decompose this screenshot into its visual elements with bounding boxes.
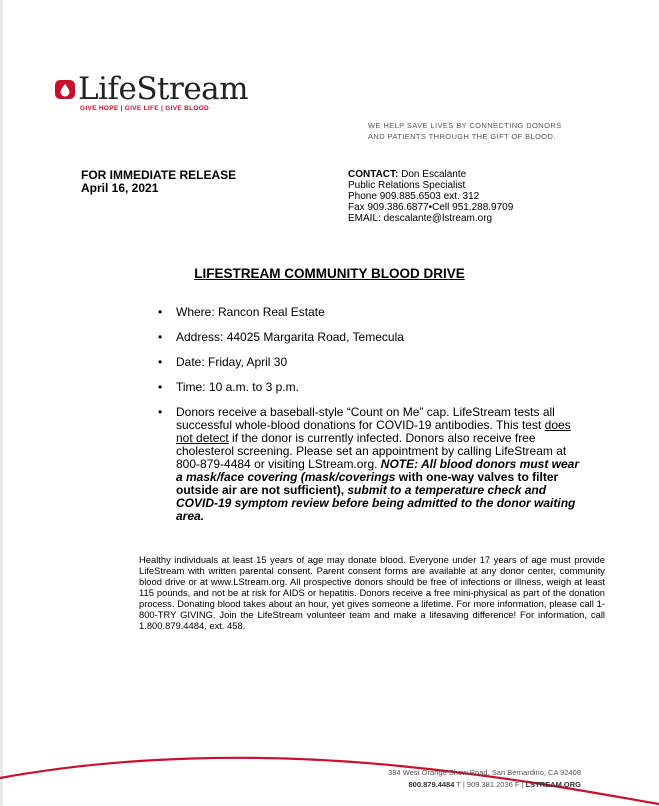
contact-phone: Phone 909.885.6503 ext. 312 <box>348 191 480 202</box>
mission-line-1: WE HELP SAVE LIVES BY CONNECTING DONORS <box>368 121 562 130</box>
event-details-list <box>158 306 588 535</box>
mission-statement <box>368 120 562 142</box>
blood-drop-icon <box>54 78 76 100</box>
contact-name: Don Escalante <box>398 169 467 180</box>
footer-address: 384 West Orange Show Road, San Bernardino, CA 92408 <box>388 768 581 777</box>
release-block <box>81 169 236 195</box>
note-text-c: submit to a temperature check and COVID-19 symptom review before being admitted to the donor waiting area. <box>176 483 576 523</box>
footer-contact-line <box>388 779 581 791</box>
donor-eligibility-paragraph: Healthy individuals at least 15 years of age may donate blood. Everyone under 17 years of age must provide LifeStream with written parental consent. Parent consent forms are available at any donor center, community blood drive or at www.LStream.org. All prospective donors should be free of infections or illness, weigh at least 115 pounds, and not be at risk for AIDS or hepatitis. Donors receive a free mini-physical as part of the donation process. Donating blood takes about an hour, yet gives someone a lifetime. For more information, please call 1-800-TRY GIVING. Join the LifeStream volunteer team and make a lifesaving difference! For information, call 1.800.879.4484, ext. 458. <box>139 554 605 631</box>
page-edge <box>0 0 3 806</box>
logo-tagline: GIVE HOPE | GIVE LIFE | GIVE BLOOD <box>80 105 210 112</box>
bullet-where: • Where: Rancon Real Estate <box>158 306 588 319</box>
logo-wordmark: LifeStream <box>78 71 249 107</box>
contact-name-line <box>348 169 513 180</box>
contact-fax: Fax 909.386.6877•Cell 951.288.9709 <box>348 202 514 213</box>
bullet-date: • Date: Friday, April 30 <box>158 356 588 369</box>
footer-f: F | <box>512 780 526 789</box>
bullet-time: • Time: 10 a.m. to 3 p.m. <box>158 381 588 394</box>
release-label: FOR IMMEDIATE RELEASE <box>81 168 237 182</box>
footer-fax: 909.381.2036 <box>466 780 513 789</box>
note-text-a: NOTE: All blood donors must wear a mask/face covering (mask/coverings <box>176 457 580 484</box>
contact-title: Public Relations Specialist <box>348 180 466 191</box>
release-date: April 16, 2021 <box>81 181 159 195</box>
note-text-b: with one-way valves to filter outside air are not sufficient), <box>176 470 559 497</box>
contact-block <box>348 169 513 224</box>
headline: LIFESTREAM COMMUNITY BLOOD DRIVE <box>194 266 465 281</box>
donors-text-a: Donors receive a baseball-style “Count on Me” cap. LifeStream tests all successful whole-blood donations for COVID-19 antibodies. This test <box>176 405 555 432</box>
footer-phone: 800.879.4484 <box>408 780 455 789</box>
bullet-donors <box>158 406 588 523</box>
contact-email: EMAIL: descalante@lstream.org <box>348 213 493 224</box>
donors-underline: does not detect <box>176 418 571 445</box>
footer-site-link[interactable]: LSTREAM.ORG <box>525 780 581 789</box>
footer-t: T | <box>454 780 467 789</box>
donors-text-b: if the donor is currently infected. Donors also receive free cholesterol screening. Please set an appointment by calling LifeStream at 800-879-4484 or visiting LStream.org. <box>176 431 567 471</box>
mission-line-2: AND PATIENTS THROUGH THE GIFT OF BLOOD. <box>368 132 556 141</box>
lifestream-logo <box>54 71 249 112</box>
footer-info <box>388 767 581 791</box>
bullet-address: • Address: 44025 Margarita Road, Temecula <box>158 331 588 344</box>
contact-label: CONTACT: <box>348 169 399 180</box>
